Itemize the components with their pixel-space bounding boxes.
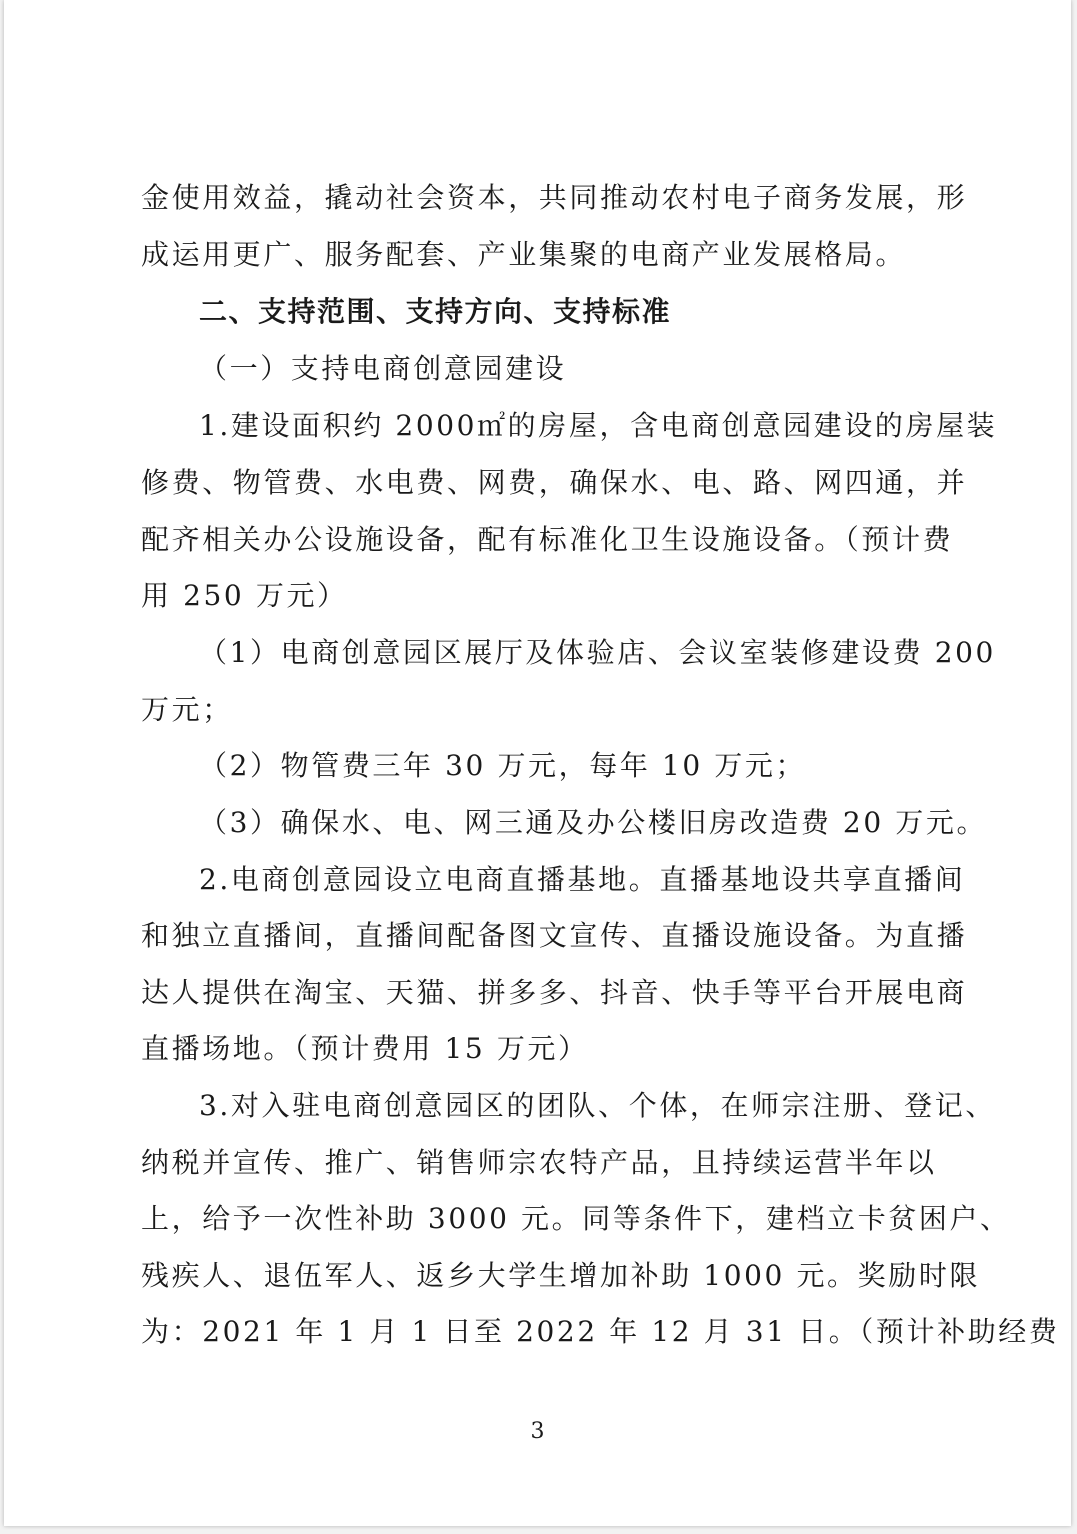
text-line: 万元；: [141, 693, 233, 726]
text-line: 1.建设面积约 2000㎡的房屋，含电商创意园建设的房屋装: [199, 409, 998, 442]
text-line: 成运用更广、服务配套、产业集聚的电商产业发展格局。: [141, 238, 907, 271]
text-line: 金使用效益，撬动社会资本，共同推动农村电子商务发展，形: [141, 181, 968, 214]
section-heading: 二、支持范围、支持方向、支持标准: [199, 295, 672, 328]
text-line: 残疾人、退伍军人、返乡大学生增加补助 1000 元。奖励时限: [141, 1259, 981, 1292]
text-line: 直播场地。（预计费用 15 万元）: [141, 1032, 589, 1065]
text-line: 达人提供在淘宝、天猫、拼多多、抖音、快手等平台开展电商: [141, 976, 968, 1009]
text-line: 修费、物管费、水电费、网费，确保水、电、路、网四通，并: [141, 466, 968, 499]
text-line: （2）物管费三年 30 万元，每年 10 万元；: [199, 749, 807, 782]
text-line: 纳税并宣传、推广、销售师宗农特产品，且持续运营半年以: [141, 1146, 937, 1179]
text-line: 用 250 万元）: [141, 579, 348, 612]
text-line: 为：2021 年 1 月 1 日至 2022 年 12 月 31 日。（预计补助经费: [141, 1315, 1060, 1348]
document-page: [4, 0, 1071, 1526]
text-line: 2.电商创意园设立电商直播基地。直播基地设共享直播间: [199, 863, 966, 896]
text-line: （1）电商创意园区展厅及体验店、会议室装修建设费 200: [199, 636, 996, 669]
text-line: 3.对入驻电商创意园区的团队、个体，在师宗注册、登记、: [199, 1089, 996, 1122]
text-line: 配齐相关办公设施设备，配有标准化卫生设施设备。（预计费: [141, 523, 954, 556]
page-number: 3: [530, 1419, 545, 1444]
text-line: 和独立直播间，直播间配备图文宣传、直播设施设备。为直播: [141, 919, 968, 952]
text-line: 上，给予一次性补助 3000 元。同等条件下，建档立卡贫困户、: [141, 1202, 1011, 1235]
text-line: （3）确保水、电、网三通及办公楼旧房改造费 20 万元。: [199, 806, 988, 839]
subsection-heading: （一）支持电商创意园建设: [199, 352, 567, 385]
